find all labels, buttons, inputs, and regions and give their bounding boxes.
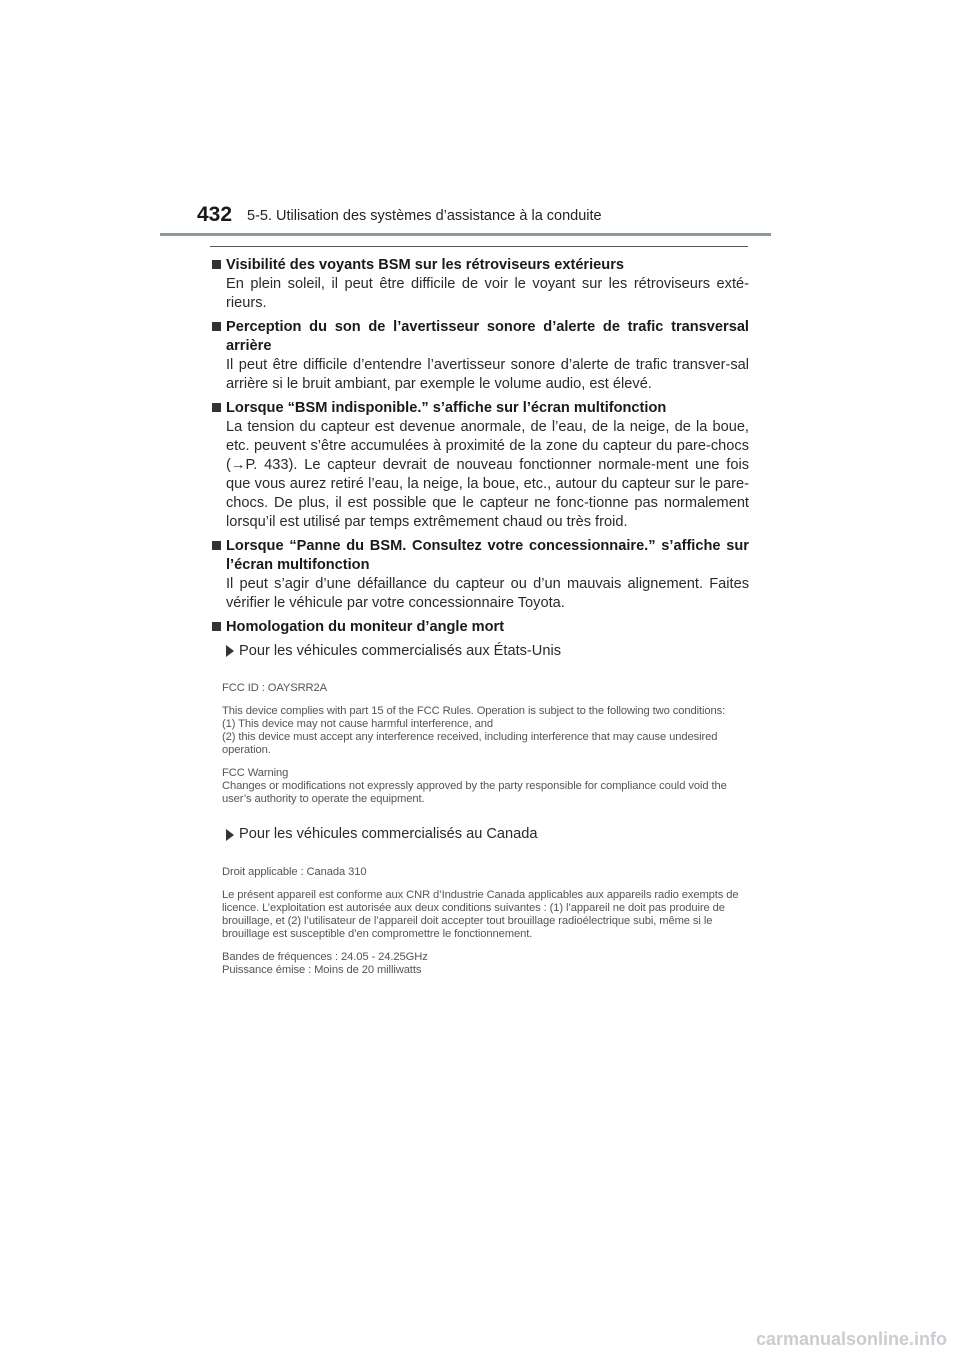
canada-label-image: [222, 866, 742, 977]
square-bullet-icon: [212, 622, 221, 631]
square-bullet-icon: [212, 403, 221, 412]
section-bsm-malfunction: [211, 537, 749, 613]
triangle-arrow-icon: [226, 645, 234, 657]
page-number: 432: [197, 203, 233, 226]
section-heading: Perception du son de l’avertisseur sonore d’alerte de trafic transversal arrière: [226, 319, 749, 354]
triangle-arrow-icon: [226, 829, 234, 841]
section-bsm-visibility: [211, 256, 749, 313]
canada-bands: Bandes de fréquences : 24.05 - 24.25GHz: [222, 951, 428, 963]
section-certification: [211, 618, 749, 661]
section-body: La tension du capteur est devenue anormale, de l’eau, de la neige, de la boue, etc. peuvent s’être accumulées à proximité de la zone du capteur du pare-chocs (→P. 433). Le capteur devrait de nouveau fonctionner normale-ment une fois que vous aurez retiré l’eau, la neige, la boue, etc., autour du capteur sur le pare-chocs. De plus, il est possible que le capteur ne fonc-tionne pas normalement lorsqu’il est utilisé par temps extrêmement chaud ou très froid.: [226, 419, 749, 530]
fcc-condition-2: (2) this device must accept any interference received, including interference that may cause undesired operation.: [222, 731, 718, 756]
square-bullet-icon: [212, 322, 221, 331]
content: [211, 256, 749, 666]
section-title: 5-5. Utilisation des systèmes d’assistance à la conduite: [247, 208, 602, 224]
section-body: Il peut être difficile d’entendre l’avertisseur sonore d’alerte de trafic transver-sal arrière si le bruit ambiant, par exemple le volume audio, est élevé.: [226, 357, 749, 392]
canada-power: Puissance émise : Moins de 20 milliwatts: [222, 964, 422, 976]
watermark: carmanualsonline.info: [755, 1329, 947, 1349]
sub-item-label: Pour les véhicules commercialisés aux États-Unis: [239, 643, 561, 659]
fcc-id-line: FCC ID : OAYSRR2A: [222, 682, 328, 694]
fcc-condition-1: (1) This device may not cause harmful interference, and: [222, 718, 494, 730]
section-heading: Lorsque “BSM indisponible.” s’affiche sur l’écran multifonction: [226, 400, 667, 416]
section-body: Il peut s’agir d’une défaillance du capteur ou d’un mauvais alignement. Faites vérifier le véhicule par votre concessionnaire Toyota.: [226, 576, 749, 611]
content-rule: [210, 246, 748, 247]
sub-item-label: Pour les véhicules commercialisés au Canada: [239, 826, 538, 842]
fcc-label-image: [222, 682, 742, 806]
square-bullet-icon: [212, 541, 221, 550]
fcc-warning-title: FCC Warning: [222, 767, 289, 779]
section-body: En plein soleil, il peut être difficile de voir le voyant sur les rétroviseurs exté-rieurs.: [226, 276, 749, 311]
section-heading: Visibilité des voyants BSM sur les rétroviseurs extérieurs: [226, 257, 624, 273]
fcc-compliance: This device complies with part 15 of the FCC Rules. Operation is subject to the following two conditions:: [222, 705, 726, 717]
section-bsm-unavailable: [211, 399, 749, 532]
sub-item-us: [211, 642, 749, 661]
section-heading: Homologation du moniteur d’angle mort: [226, 619, 505, 635]
canada-law-line: Droit applicable : Canada 310: [222, 866, 367, 878]
square-bullet-icon: [212, 260, 221, 269]
section-rcta-sound: [211, 318, 749, 394]
section-heading: Lorsque “Panne du BSM. Consultez votre concessionnaire.” s’affiche sur l’écran multifonction: [226, 538, 749, 573]
header-rule: [160, 233, 771, 236]
canada-body: Le présent appareil est conforme aux CNR d’Industrie Canada applicables aux appareils radio exempts de licence. L’exploitation est autorisée aux deux conditions suivantes : (1) l’appareil ne doit pas produire de brouillage, et (2) l’utilisateur de l’appareil doit accepter tout brouillage radioélectrique subi, même si le brouillage est susceptible d’en compromettre le fonctionnement.: [222, 889, 739, 940]
fcc-warning-body: Changes or modifications not expressly approved by the party responsible for compliance could void the user’s authority to operate the equipment.: [222, 780, 727, 805]
sub-item-canada: [211, 826, 749, 842]
